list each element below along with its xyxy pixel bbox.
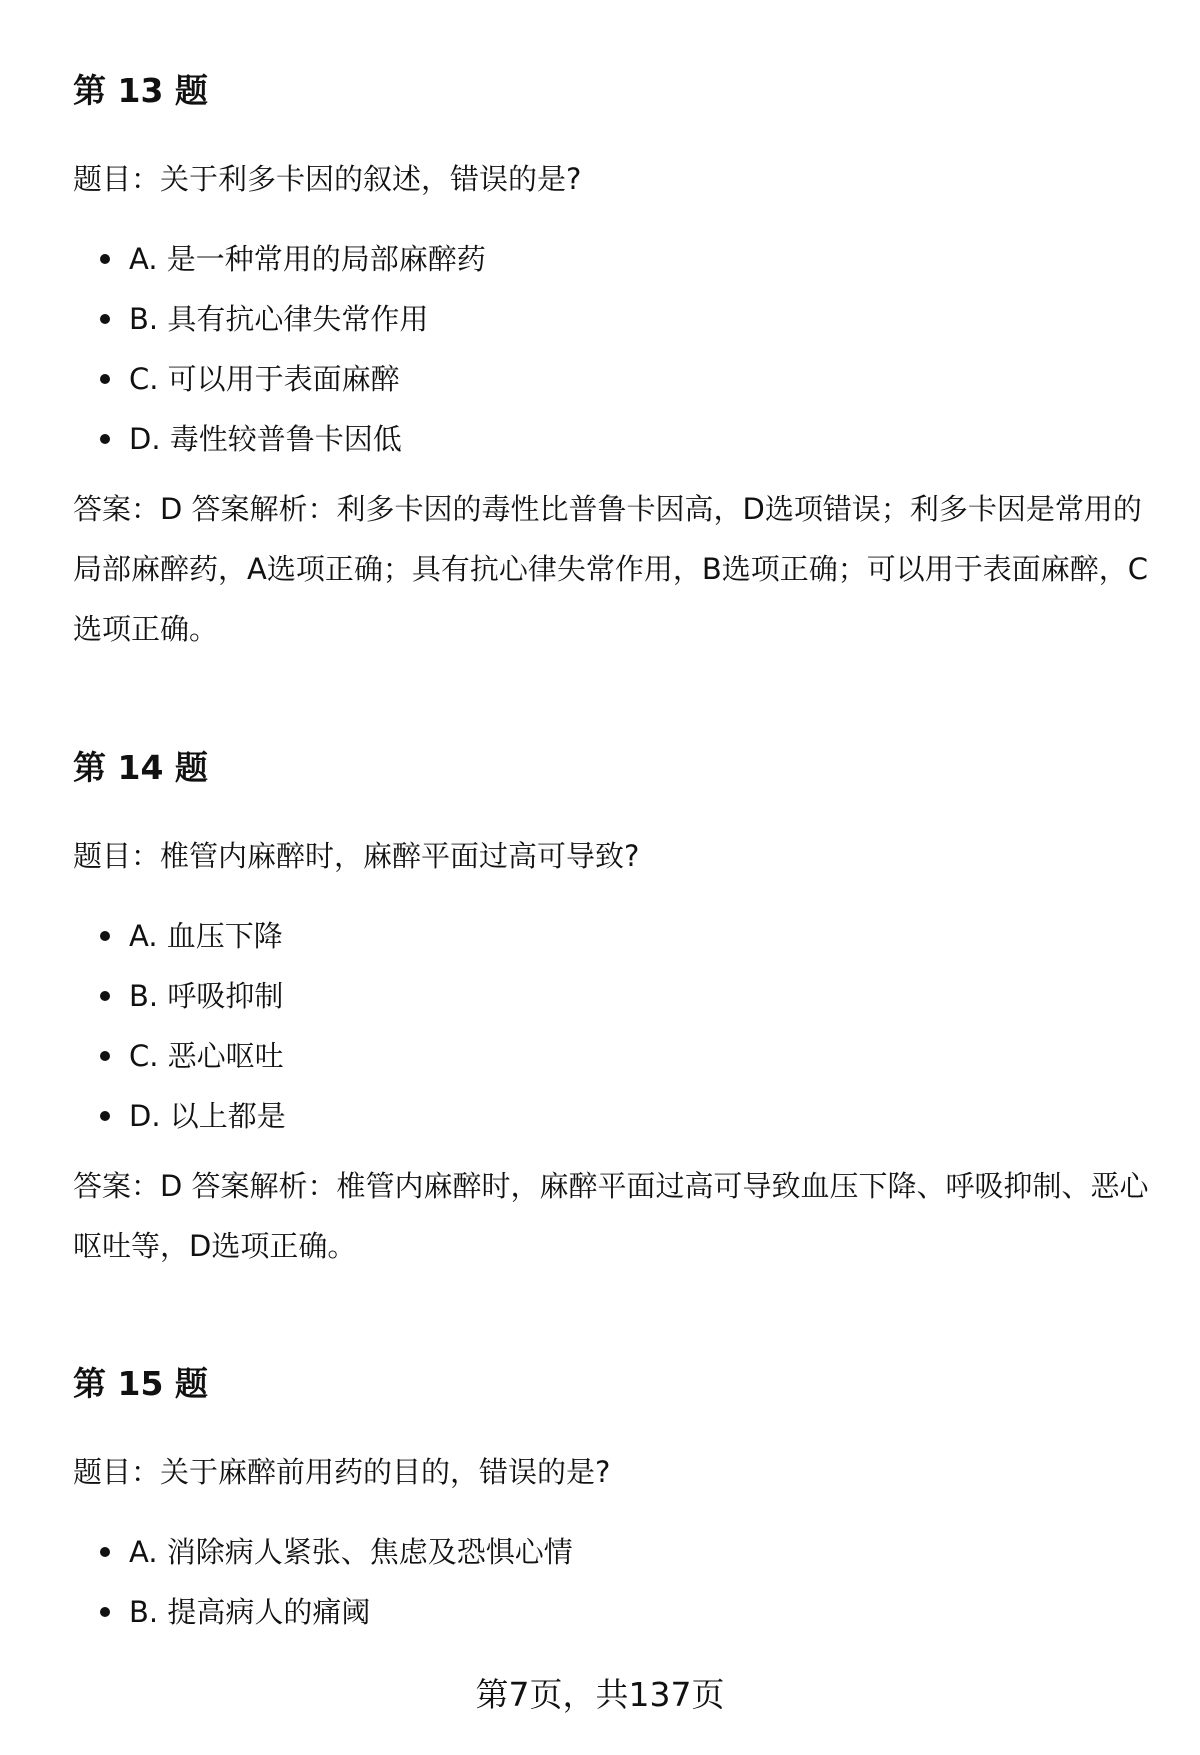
answer-explanation: 答案：D 答案解析：利多卡因的毒性比普鲁卡因高，D选项错误；利多卡因是常用的局部麻醉药，A选项正确；具有抗心律失常作用，B选项正确；可以用于表面麻醉，C选项正确。 [73, 492, 1148, 646]
option-d: D. 毒性较普鲁卡因低 [73, 419, 1153, 479]
question-14 [73, 748, 1153, 1276]
option-c: C. 恶心呕吐 [73, 1036, 1153, 1096]
option-b: B. 提高病人的痛阈 [73, 1592, 1153, 1652]
answer-explanation: 答案：D 答案解析：椎管内麻醉时，麻醉平面过高可导致血压下降、呼吸抑制、恶心呕吐等，D选项正确。 [73, 1169, 1149, 1263]
option-b: B. 具有抗心律失常作用 [73, 299, 1153, 359]
question-title: 第 13 题 [73, 71, 208, 110]
option-a: A. 血压下降 [73, 916, 1153, 976]
question-title: 第 15 题 [73, 1364, 208, 1403]
question-text: 题目：关于利多卡因的叙述，错误的是? [73, 162, 582, 196]
option-list [73, 916, 1153, 1156]
page-number: 第7页，共137页 [475, 1675, 725, 1714]
option-a: A. 消除病人紧张、焦虑及恐惧心情 [73, 1532, 1153, 1592]
question-text: 题目：关于麻醉前用药的目的，错误的是? [73, 1455, 611, 1489]
option-c: C. 可以用于表面麻醉 [73, 359, 1153, 419]
question-13 [73, 71, 1153, 659]
option-list [73, 239, 1153, 479]
option-b: B. 呼吸抑制 [73, 976, 1153, 1036]
question-15 [73, 1364, 1153, 1652]
question-title: 第 14 题 [73, 748, 208, 787]
option-d: D. 以上都是 [73, 1096, 1153, 1156]
question-text: 题目：椎管内麻醉时，麻醉平面过高可导致? [73, 839, 640, 873]
option-a: A. 是一种常用的局部麻醉药 [73, 239, 1153, 299]
option-list [73, 1532, 1153, 1652]
